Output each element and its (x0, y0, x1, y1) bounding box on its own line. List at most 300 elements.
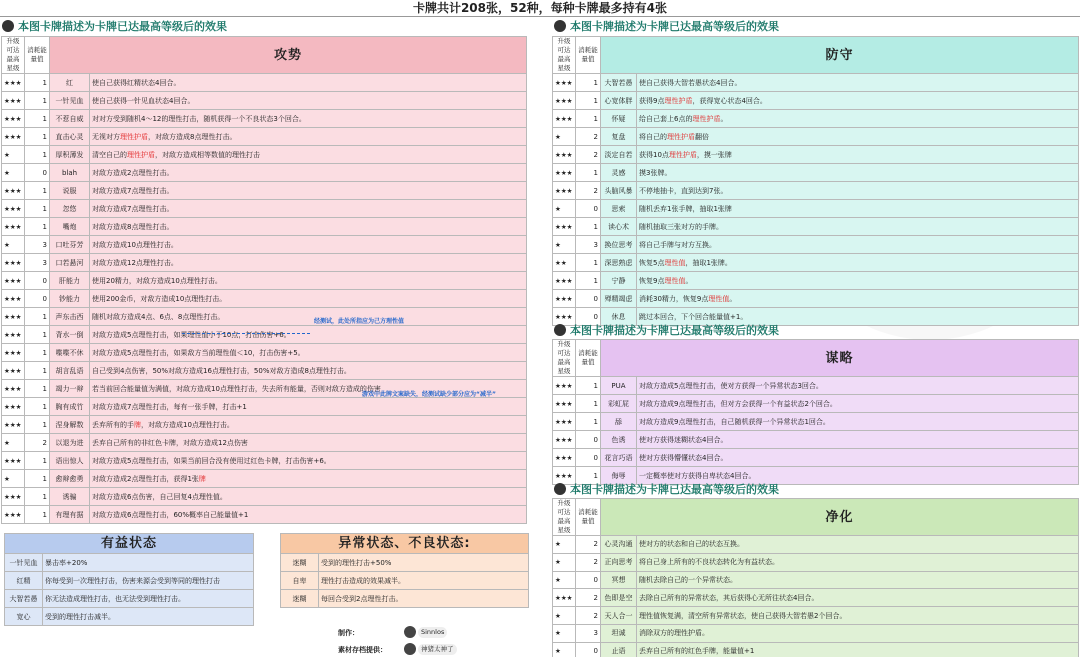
card-name: 涅身解数 (50, 416, 90, 434)
card-star-rating: ★★★ (2, 290, 25, 308)
card-star-rating: ★★★ (553, 272, 576, 290)
card-name: 大智若愚 (601, 74, 637, 92)
card-description: 对敌方造成8点理性打击。 (90, 218, 527, 236)
card-star-rating: ★ (553, 536, 576, 554)
card-description: 对敌方造成6点理性打击，60%概率自己能量值+1 (90, 506, 527, 524)
card-row (553, 377, 1079, 395)
card-star-rating: ★★★ (2, 452, 25, 470)
card-name: 喋喋不休 (50, 344, 90, 362)
card-star-rating: ★ (2, 164, 25, 182)
card-description: 对敌方造成5点理性打击，如果敌方当前理性值＜10，打击伤害+5。 (90, 344, 527, 362)
card-name: 殚精竭虑 (601, 290, 637, 308)
status-row (281, 572, 529, 590)
card-name: 侮辱 (601, 467, 637, 485)
card-name: 止语 (601, 642, 637, 657)
card-description: 去除自己所有的异常状态，其后获得心无所往状态4回合。 (637, 589, 1079, 607)
card-name: blah (50, 164, 90, 182)
desc-text: 。 (729, 294, 737, 303)
card-energy-cost: 0 (576, 290, 601, 308)
card-star-rating: ★★★ (2, 200, 25, 218)
card-name: 口吐芬芳 (50, 236, 90, 254)
purify-heading: 本图卡牌描述为卡牌已达最高等级后的效果 (554, 482, 779, 497)
card-description: 使对方获得懵懂状态4回合。 (637, 449, 1079, 467)
card-row (2, 110, 527, 128)
card-star-rating: ★ (553, 642, 576, 657)
status-description: 每回合受到2点理性打击。 (319, 590, 529, 608)
card-row (2, 200, 527, 218)
card-energy-cost: 2 (576, 589, 601, 607)
desc-highlight: 理性护盾 (127, 150, 155, 159)
card-energy-cost: 1 (576, 413, 601, 431)
desc-highlight: 理性值 (664, 276, 686, 285)
status-description: 你无法造成理性打击，也无法受到理性打击。 (43, 590, 254, 608)
card-star-rating: ★ (553, 236, 576, 254)
card-description: 对敌方造成2点理性打击。 (90, 164, 527, 182)
card-name: 头脑风暴 (601, 182, 637, 200)
card-name: 怀疑 (601, 110, 637, 128)
card-name: 舔 (601, 413, 637, 431)
card-row (553, 92, 1079, 110)
desc-text: 无视对方 (92, 132, 120, 141)
card-row (553, 110, 1079, 128)
card-row (2, 362, 527, 380)
card-name: 厚积薄发 (50, 146, 90, 164)
card-name: 胸有成竹 (50, 398, 90, 416)
card-star-rating: ★★★ (2, 326, 25, 344)
card-energy-cost: 1 (576, 74, 601, 92)
card-name: 彩虹屁 (601, 395, 637, 413)
card-row (553, 413, 1079, 431)
col-cost-header: 消耗能量值 (576, 37, 601, 74)
card-energy-cost: 3 (25, 254, 50, 272)
card-star-rating: ★★★ (553, 467, 576, 485)
status-row (281, 590, 529, 608)
beneficial-title: 有益状态 (5, 534, 254, 554)
defense-title: 防守 (601, 37, 1079, 74)
card-description (90, 146, 527, 164)
card-row (2, 344, 527, 362)
card-star-rating: ★★★ (2, 344, 25, 362)
card-description: 随机抽取三张对方的手牌。 (637, 218, 1079, 236)
provider-avatar (404, 643, 416, 655)
desc-text: ，对敌方造成8点理性打击。 (148, 132, 237, 141)
strategy-title: 谋略 (601, 340, 1079, 377)
card-row (553, 395, 1079, 413)
card-energy-cost: 2 (576, 128, 601, 146)
card-description: 使自己获得一针见血状态4回合。 (90, 92, 527, 110)
card-energy-cost: 1 (576, 218, 601, 236)
card-description (637, 92, 1079, 110)
character-icon (554, 20, 566, 32)
card-description: 对敌方造成7点理性打击。 (90, 182, 527, 200)
card-description: 跳过本回合，下个回合能量值+1。 (637, 308, 1079, 326)
defense-table (552, 36, 1079, 326)
card-energy-cost: 2 (576, 146, 601, 164)
card-star-rating: ★★★ (553, 290, 576, 308)
card-star-rating: ★★★ (2, 74, 25, 92)
card-energy-cost: 1 (25, 344, 50, 362)
card-name: 正向思考 (601, 553, 637, 571)
card-description (637, 110, 1079, 128)
card-energy-cost: 1 (25, 128, 50, 146)
card-row (2, 74, 527, 92)
card-star-rating: ★★★ (553, 431, 576, 449)
card-energy-cost: 1 (25, 452, 50, 470)
desc-highlight: 理性护盾 (692, 114, 721, 123)
status-row (5, 572, 254, 590)
card-star-rating: ★★★ (2, 308, 25, 326)
card-name: 坦诚 (601, 624, 637, 642)
card-name: 色诱 (601, 431, 637, 449)
card-row (553, 200, 1079, 218)
status-name: 一针见血 (5, 554, 43, 572)
card-description: 不停地抽卡，直到达到7张。 (637, 182, 1079, 200)
card-row (2, 416, 527, 434)
annotation-line (182, 333, 310, 334)
col-star-header: 升级可达最高星级 (2, 37, 25, 74)
card-star-rating: ★★★ (553, 413, 576, 431)
card-star-rating: ★ (553, 607, 576, 625)
card-description: 随机对敌方造成4点、6点、8点理性打击。 (90, 308, 527, 326)
card-star-rating: ★★★ (2, 128, 25, 146)
maker-avatar (404, 626, 416, 638)
character-icon (554, 324, 566, 336)
card-name: 声东击西 (50, 308, 90, 326)
desc-text: 获得9点 (639, 96, 665, 105)
card-energy-cost: 1 (576, 110, 601, 128)
card-star-rating: ★★ (553, 254, 576, 272)
col-star-header: 升级可达最高星级 (553, 340, 576, 377)
card-energy-cost: 1 (576, 272, 601, 290)
card-description (637, 272, 1079, 290)
card-star-rating: ★★★ (2, 362, 25, 380)
col-cost-header: 消耗能量值 (25, 37, 50, 74)
card-star-rating: ★ (2, 434, 25, 452)
card-row (553, 571, 1079, 589)
card-row (553, 254, 1079, 272)
card-description (90, 470, 527, 488)
card-star-rating: ★★★ (553, 146, 576, 164)
card-name: 天人合一 (601, 607, 637, 625)
status-description: 暴击率+20% (43, 554, 254, 572)
card-row (553, 642, 1079, 657)
card-star-rating: ★ (553, 128, 576, 146)
card-description: 将自己手牌与对方互换。 (637, 236, 1079, 254)
card-star-rating: ★★★ (553, 74, 576, 92)
card-description: 对敌方造成5点理性打击，如果理性值小于10点，打击伤害+6。 (90, 326, 527, 344)
status-description: 受到的理性打击+50% (319, 554, 529, 572)
card-name: 肝能力 (50, 272, 90, 290)
card-description: 对敌方造成10点理性打击。 (90, 236, 527, 254)
maker-label: 制作： (338, 629, 359, 637)
card-description: 自己受到4点伤害，50%对敌方造成16点理性打击，50%对敌方造成8点理性打击。 (90, 362, 527, 380)
card-name: 直击心灵 (50, 128, 90, 146)
card-name: 心灵沟通 (601, 536, 637, 554)
card-description: 理性值恢复满，清空所有异常状态，使自己获得大智若愚2个回合。 (637, 607, 1079, 625)
card-star-rating: ★★★ (2, 182, 25, 200)
card-energy-cost: 2 (576, 182, 601, 200)
card-star-rating: ★ (2, 236, 25, 254)
col-cost-header: 消耗能量值 (576, 499, 601, 536)
card-energy-cost: 0 (25, 272, 50, 290)
desc-text: 清空自己的 (92, 150, 127, 159)
card-name: 口若悬河 (50, 254, 90, 272)
card-name: 语出惊人 (50, 452, 90, 470)
card-description: 一定概率使对方获得自卑状态4回合。 (637, 467, 1079, 485)
desc-highlight: 理性护盾 (667, 132, 695, 141)
card-row (553, 449, 1079, 467)
card-energy-cost: 1 (25, 362, 50, 380)
card-energy-cost: 1 (25, 200, 50, 218)
card-energy-cost: 1 (25, 398, 50, 416)
status-description: 理性打击造成的效果减半。 (319, 572, 529, 590)
card-description: 对敌方造成6点伤害，自己回复4点理性值。 (90, 488, 527, 506)
card-name: 心宽体胖 (601, 92, 637, 110)
status-description: 受到的理性打击减半。 (43, 608, 254, 626)
card-description: 随机去除自己的一个异常状态。 (637, 571, 1079, 589)
card-description: 对对方受到随机4～12的理性打击，随机获得一个不良状态3个回合。 (90, 110, 527, 128)
card-energy-cost: 1 (25, 416, 50, 434)
card-star-rating: ★★★ (553, 218, 576, 236)
card-row (553, 536, 1079, 554)
card-energy-cost: 3 (576, 236, 601, 254)
card-description: 对敌方造成9点理性打击，自己随机获得一个异常状态1回合。 (637, 413, 1079, 431)
card-star-rating: ★★★ (553, 449, 576, 467)
card-energy-cost: 0 (576, 449, 601, 467)
desc-highlight: 牌 (134, 420, 141, 429)
card-row (2, 398, 527, 416)
annotation-note-2: 游戏中此牌文案缺失，经测试缺少部分应为“减半” (362, 391, 496, 398)
card-energy-cost: 1 (25, 92, 50, 110)
card-description: 使用20精力，对敌方造成10点理性打击。 (90, 272, 527, 290)
card-star-rating: ★★★ (2, 272, 25, 290)
card-row (2, 146, 527, 164)
desc-text: 对敌方造成2点理性打击，获得1张 (92, 474, 199, 483)
card-energy-cost: 1 (25, 308, 50, 326)
status-name: 大智若愚 (5, 590, 43, 608)
card-star-rating: ★★★ (2, 416, 25, 434)
card-star-rating: ★ (2, 470, 25, 488)
card-row (553, 182, 1079, 200)
card-energy-cost: 0 (576, 431, 601, 449)
attack-table (1, 36, 527, 524)
card-description (637, 128, 1079, 146)
card-description: 使自己获得红精状态4回合。 (90, 74, 527, 92)
card-energy-cost: 1 (25, 146, 50, 164)
card-star-rating: ★★★ (553, 377, 576, 395)
card-energy-cost: 0 (25, 164, 50, 182)
card-description: 若当前回合能量值为满值，对敌方造成10点理性打击，失去所有能量，否则对敌方造成的伤害 (90, 380, 527, 398)
card-row (2, 272, 527, 290)
card-name: 有理有据 (50, 506, 90, 524)
card-energy-cost: 1 (576, 467, 601, 485)
card-star-rating: ★ (2, 146, 25, 164)
card-star-rating: ★★★ (2, 506, 25, 524)
card-row (2, 326, 527, 344)
status-row (281, 554, 529, 572)
card-energy-cost: 0 (25, 290, 50, 308)
col-star-header: 升级可达最高星级 (553, 37, 576, 74)
desc-highlight: 牌 (198, 474, 206, 483)
abnormal-title: 异常状态、不良状态: (281, 534, 529, 554)
card-energy-cost: 1 (25, 110, 50, 128)
card-row (2, 488, 527, 506)
card-star-rating: ★★★ (2, 254, 25, 272)
card-name: 花言巧语 (601, 449, 637, 467)
card-name: 嘴炮 (50, 218, 90, 236)
card-description: 对敌方造成7点理性打击，每有一张手牌，打击+1 (90, 398, 527, 416)
desc-highlight: 理性护盾 (120, 132, 148, 141)
desc-highlight: 理性护盾 (668, 150, 697, 159)
card-description (637, 146, 1079, 164)
card-energy-cost: 1 (25, 506, 50, 524)
card-row (553, 272, 1079, 290)
card-energy-cost: 1 (576, 395, 601, 413)
card-description: 对敌方造成5点理性打击，使对方获得一个异常状态3回合。 (637, 377, 1079, 395)
desc-text: 获得10点 (639, 150, 669, 159)
card-row (2, 182, 527, 200)
card-description: 使对方的状态和自己的状态互换。 (637, 536, 1079, 554)
col-star-header: 升级可达最高星级 (553, 499, 576, 536)
provider-label: 素材存档提供： (338, 646, 387, 654)
card-energy-cost: 1 (576, 164, 601, 182)
attack-heading: 本图卡牌描述为卡牌已达最高等级后的效果 (2, 19, 227, 34)
card-energy-cost: 1 (25, 182, 50, 200)
desc-text: 。 (720, 114, 728, 123)
card-name: 深思熟虑 (601, 254, 637, 272)
card-star-rating: ★ (553, 624, 576, 642)
desc-text: ，获得宽心状态4回合。 (692, 96, 767, 105)
desc-text: ，对敌方造成相等数值的理性打击 (155, 150, 260, 159)
card-description (637, 290, 1079, 308)
desc-text: ，对敌方造成10点理性打击。 (141, 420, 234, 429)
card-name: 胡言乱语 (50, 362, 90, 380)
card-energy-cost: 1 (25, 218, 50, 236)
card-description: 丢弃自己所有的红色手牌，能量值+1 (637, 642, 1079, 657)
card-row (553, 128, 1079, 146)
card-row (2, 506, 527, 524)
card-name: 钞能力 (50, 290, 90, 308)
card-name: PUA (601, 377, 637, 395)
page-title: 卡牌共计208张，52种，每种卡牌最多持有4张 (0, 0, 1080, 17)
card-star-rating: ★ (553, 553, 576, 571)
card-name: 宁静 (601, 272, 637, 290)
card-row (553, 607, 1079, 625)
card-energy-cost: 1 (25, 470, 50, 488)
card-energy-cost: 1 (576, 377, 601, 395)
desc-text: 恢复5点 (639, 258, 665, 267)
purify-title: 净化 (601, 499, 1079, 536)
card-row (553, 236, 1079, 254)
card-energy-cost: 2 (25, 434, 50, 452)
card-star-rating: ★★★ (553, 92, 576, 110)
card-star-rating: ★ (553, 200, 576, 218)
card-energy-cost: 2 (576, 607, 601, 625)
card-energy-cost: 1 (25, 74, 50, 92)
card-row (553, 624, 1079, 642)
desc-text: 消耗30精力，恢复9点 (639, 294, 709, 303)
card-name: 冥想 (601, 571, 637, 589)
card-description: 消除双方的理性护盾。 (637, 624, 1079, 642)
attack-title: 攻势 (50, 37, 527, 74)
card-star-rating: ★★★ (553, 395, 576, 413)
card-energy-cost: 0 (576, 200, 601, 218)
card-row (2, 254, 527, 272)
beneficial-status-table (4, 533, 254, 626)
card-row (2, 236, 527, 254)
card-name: 休息 (601, 308, 637, 326)
card-row (553, 290, 1079, 308)
status-name: 宽心 (5, 608, 43, 626)
provider-name: 神猪太神了 (418, 644, 457, 655)
card-energy-cost: 1 (25, 326, 50, 344)
card-name: 色即是空 (601, 589, 637, 607)
desc-highlight: 理性值 (664, 258, 686, 267)
card-row (2, 164, 527, 182)
card-star-rating: ★★★ (2, 92, 25, 110)
col-cost-header: 消耗能量值 (576, 340, 601, 377)
desc-text: 给自己套上6点的 (639, 114, 693, 123)
purify-table (552, 498, 1079, 657)
card-name: 淡定自若 (601, 146, 637, 164)
strategy-table (552, 339, 1079, 485)
card-row (553, 146, 1079, 164)
card-description: 将自己身上所有的不良状态转化为有益状态。 (637, 553, 1079, 571)
card-star-rating: ★★★ (553, 164, 576, 182)
card-row (2, 128, 527, 146)
abnormal-status-table (280, 533, 529, 608)
card-energy-cost: 1 (576, 254, 601, 272)
status-row (5, 608, 254, 626)
card-name: 忽悠 (50, 200, 90, 218)
card-name: 诱骗 (50, 488, 90, 506)
character-icon (554, 483, 566, 495)
status-description: 你每受到一次理性打击，伤害来源会受到等同的理性打击 (43, 572, 254, 590)
card-star-rating: ★★★ (553, 589, 576, 607)
card-description (90, 416, 527, 434)
card-row (2, 434, 527, 452)
card-energy-cost: 0 (576, 642, 601, 657)
card-name: 不惹自威 (50, 110, 90, 128)
card-name: 背水一倒 (50, 326, 90, 344)
card-description: 对敌方造成5点理性打击，如果当前回合没有使用过红色卡牌，打击伤害+6。 (90, 452, 527, 470)
annotation-note-1: 经测试，此处所指应为己方理性值 (314, 318, 405, 325)
card-name: 愈辩愈勇 (50, 470, 90, 488)
desc-text: 翻倍 (695, 132, 709, 141)
character-icon (2, 20, 14, 32)
card-energy-cost: 1 (25, 380, 50, 398)
card-name: 读心术 (601, 218, 637, 236)
card-description: 对敌方造成7点理性打击。 (90, 200, 527, 218)
card-name: 思索 (601, 200, 637, 218)
card-row (2, 452, 527, 470)
card-energy-cost: 1 (576, 92, 601, 110)
card-row (2, 92, 527, 110)
card-row (2, 218, 527, 236)
desc-text: ，抽取1张牌。 (685, 258, 732, 267)
card-star-rating: ★★★ (553, 308, 576, 326)
card-description: 对敌方造成9点理性打击，但对方会获得一个有益状态2个回合。 (637, 395, 1079, 413)
status-row (5, 590, 254, 608)
desc-highlight: 理性护盾 (664, 96, 693, 105)
card-row (553, 553, 1079, 571)
card-energy-cost: 3 (576, 624, 601, 642)
desc-text: 恢复9点 (639, 276, 665, 285)
desc-highlight: 理性值 (708, 294, 730, 303)
desc-text: 丢弃所有的手 (92, 420, 134, 429)
card-energy-cost: 0 (576, 308, 601, 326)
card-energy-cost: 2 (576, 536, 601, 554)
